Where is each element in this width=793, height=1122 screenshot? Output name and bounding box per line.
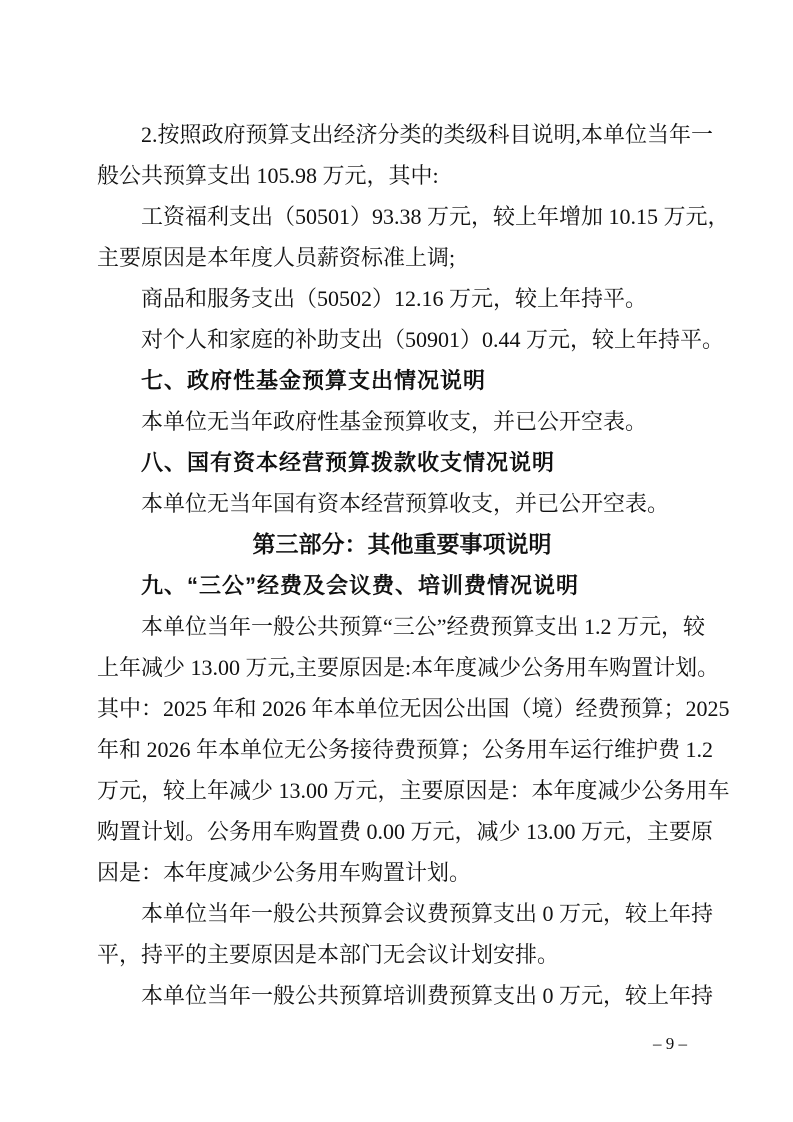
document-body bbox=[97, 114, 730, 1016]
paragraph-line: 因是：本年度减少公务用车购置计划。 bbox=[97, 860, 472, 885]
paragraph-line: 上年减少 13.00 万元,主要原因是:本年度减少公务用车购置计划。 bbox=[97, 655, 720, 680]
page-number: – 9 – bbox=[653, 1034, 687, 1053]
paragraph-line: 年和 2026 年本单位无公务接待费预算；公务用车运行维护费 1.2 bbox=[97, 737, 714, 762]
paragraph-line: 本单位当年一般公共预算会议费预算支出 0 万元，较上年持 bbox=[141, 901, 714, 926]
paragraph-line: 购置计划。公务用车购置费 0.00 万元，减少 13.00 万元，主要原 bbox=[97, 819, 714, 844]
paragraph-line: 平，持平的主要原因是本部门无会议计划安排。 bbox=[97, 942, 560, 967]
paragraph-line: 2.按照政府预算支出经济分类的类级科目说明,本单位当年一 bbox=[141, 122, 714, 147]
section-heading-8: 八、国有资本经营预算拨款收支情况说明 bbox=[141, 450, 556, 475]
paragraph-line: 本单位当年一般公共预算“三公”经费预算支出 1.2 万元，较 bbox=[141, 614, 706, 639]
paragraph-line: 本单位当年一般公共预算培训费预算支出 0 万元，较上年持 bbox=[141, 983, 714, 1008]
paragraph-line: 商品和服务支出（50502）12.16 万元，较上年持平。 bbox=[141, 286, 648, 311]
paragraph-line: 本单位无当年政府性基金预算收支，并已公开空表。 bbox=[141, 409, 648, 434]
paragraph-line: 般公共预算支出 105.98 万元，其中: bbox=[97, 163, 439, 188]
paragraph-line: 本单位无当年国有资本经营预算收支，并已公开空表。 bbox=[141, 491, 670, 516]
section-heading-9: 九、“三公”经费及会议费、培训费情况说明 bbox=[141, 573, 580, 598]
paragraph-line: 万元，较上年减少 13.00 万元，主要原因是：本年度减少公务用车 bbox=[97, 778, 730, 803]
paragraph-line: 工资福利支出（50501）93.38 万元，较上年增加 10.15 万元， bbox=[141, 204, 730, 229]
paragraph-line: 主要原因是本年度人员薪资标准上调; bbox=[97, 245, 456, 270]
section-heading-7: 七、政府性基金预算支出情况说明 bbox=[141, 368, 487, 393]
part-3-heading: 第三部分：其他重要事项说明 bbox=[252, 532, 552, 557]
paragraph-line: 其中：2025 年和 2026 年本单位无因公出国（境）经费预算；2025 bbox=[97, 696, 730, 721]
paragraph-line: 对个人和家庭的补助支出（50901）0.44 万元，较上年持平。 bbox=[141, 327, 725, 352]
